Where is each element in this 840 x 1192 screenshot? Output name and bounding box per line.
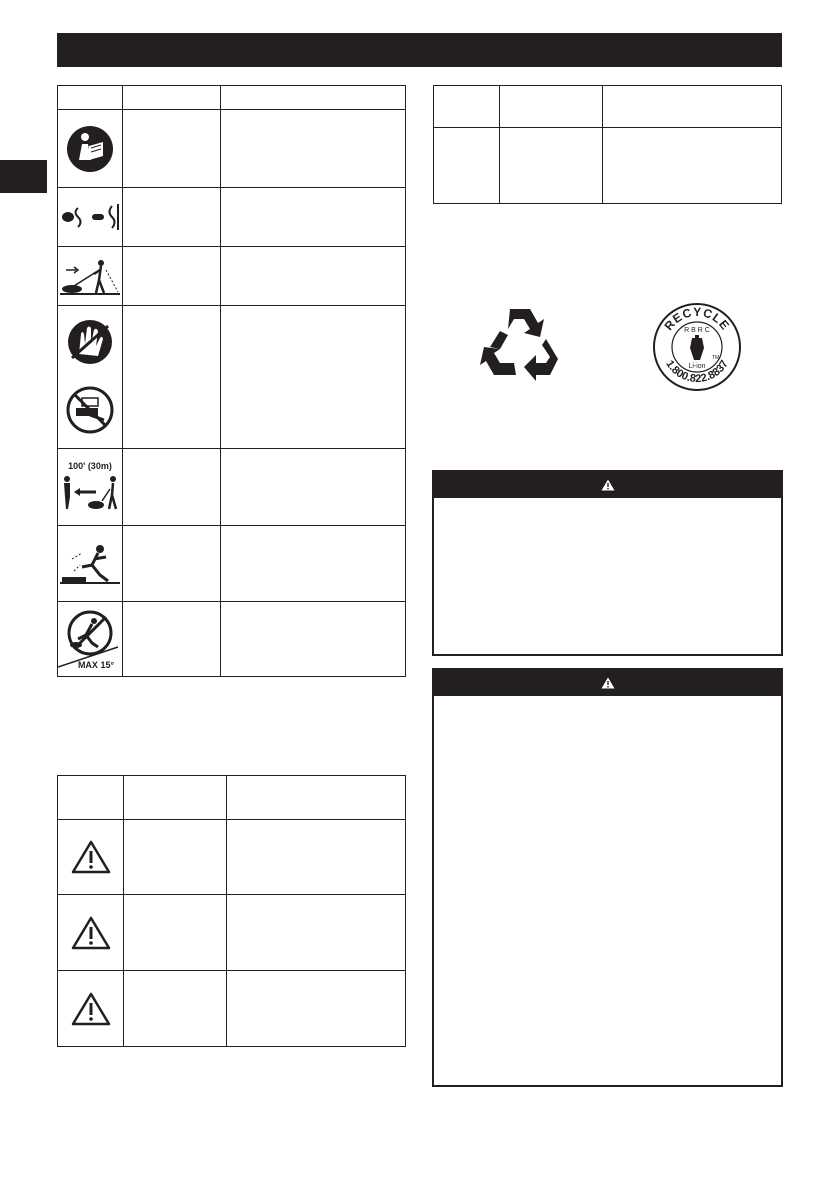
table-row: [58, 449, 406, 526]
warning-triangle-icon: [601, 479, 615, 491]
table-row: [58, 602, 406, 677]
table-row: [58, 820, 406, 895]
thrown-objects-icon: [60, 256, 120, 296]
warning-box-header: [434, 670, 781, 696]
table-header-row: [58, 776, 406, 820]
recycle-arrows-icon: [480, 305, 564, 383]
warning-triangle-icon: [71, 992, 111, 1026]
rbrc-middle-text: R B R C: [684, 327, 710, 334]
warning-triangle-icon: [71, 916, 111, 950]
slope-label: MAX 15°: [77, 660, 115, 669]
symbol-table: [57, 85, 406, 677]
table-header-row: [434, 86, 782, 128]
slope-limit-icon: [58, 609, 122, 669]
table-row: [58, 306, 406, 449]
keep-hands-feet-away-icon: [64, 318, 116, 436]
signal-words-table: [57, 775, 406, 1047]
table-row: [58, 110, 406, 188]
right-symbol-table: [433, 85, 782, 204]
table-row: [58, 895, 406, 971]
rbrc-tm: TM: [712, 355, 720, 361]
table-header-row: [58, 86, 406, 110]
warning-triangle-icon: [71, 840, 111, 874]
warning-triangle-icon: [601, 677, 615, 689]
section-header-bar: [57, 33, 782, 67]
table-row: [434, 128, 782, 204]
warning-box: [432, 668, 783, 1087]
table-row: [58, 526, 406, 602]
bystanders-distance-icon: [60, 459, 120, 515]
table-row: [58, 971, 406, 1047]
rbrc-phone: 1.800.822.8837: [663, 358, 731, 386]
warning-box-header: [434, 472, 781, 498]
slip-fall-icon: [60, 537, 120, 591]
warning-box: [432, 470, 783, 656]
table-row: [58, 247, 406, 306]
battery-key-icon: [60, 200, 120, 234]
rbrc-seal-icon: [652, 302, 742, 392]
rbrc-chem-text: Li-ion: [688, 363, 706, 370]
distance-label: 100' (30m): [68, 461, 112, 471]
table-row: [58, 188, 406, 247]
read-manual-icon: [65, 124, 115, 174]
rbrc-recycle-text: RECYCLE: [661, 304, 733, 334]
side-language-tab: [0, 160, 47, 193]
